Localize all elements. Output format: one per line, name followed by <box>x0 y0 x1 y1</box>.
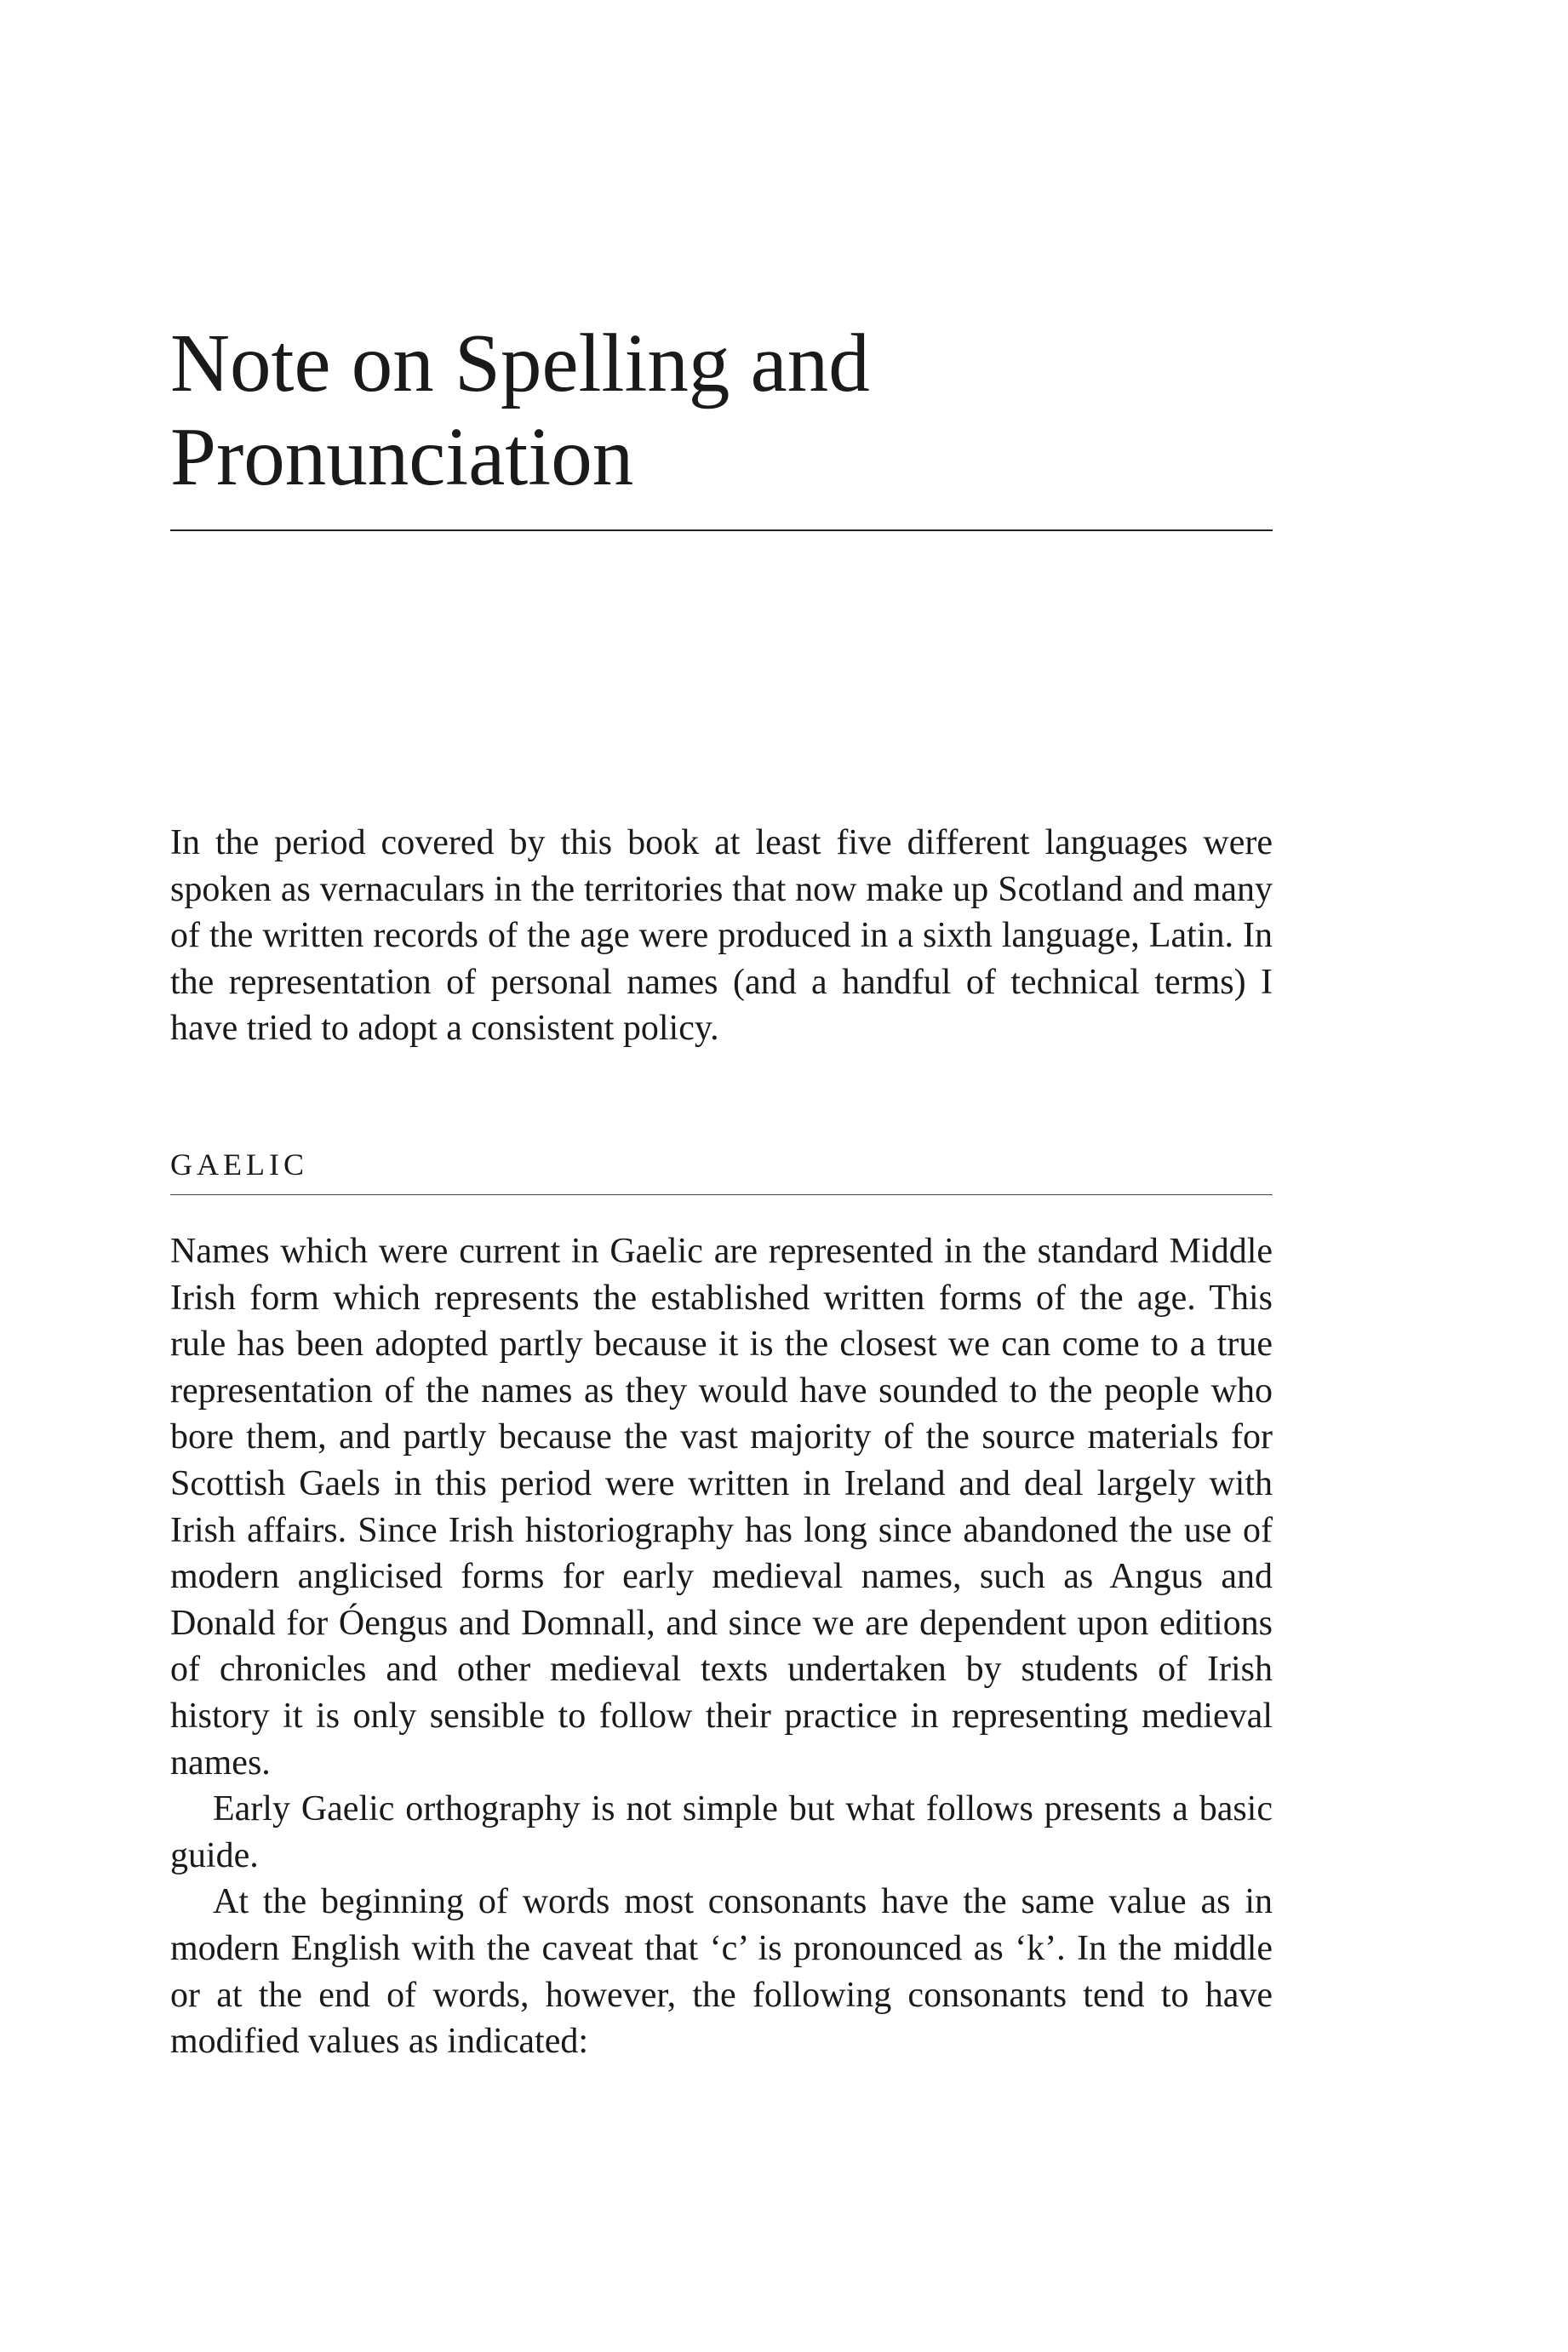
title-divider <box>170 529 1273 531</box>
gaelic-paragraph-1: Names which were current in Gaelic are represented in the standard Middle Irish form which represents the established written forms of the age. This rule has been adopted partly because it is the closest we can come to a true representation of the names as they would have sounded to the people who bore them, and partly because the vast majority of the source materials for Scottish Gaels in this period were written in Ireland and deal largely with Irish affairs. Since Irish historiography has long since abandoned the use of modern anglicised forms for early medieval names, such as Angus and Donald for Óengus and Domnall, and since we are dependent upon editions of chronicles and other medieval texts undertaken by students of Irish history it is only sensible to follow their practice in representing medieval names. <box>170 1232 1273 1783</box>
intro-paragraph: In the period covered by this book at least five different languages were spoken as vernaculars in the territories that now make up Scotland and many of the written records of the age were produced in a sixth language, Latin. In the representation of personal names (and a handful of technical terms) I have tried to adopt a consistent policy. <box>170 823 1273 1049</box>
gaelic-paragraph-2: Early Gaelic orthography is not simple but what follows presents a basic guide. <box>170 1789 1273 1875</box>
chapter-title: Note on Spelling and Pronunciation <box>170 318 870 502</box>
gaelic-paragraph-3: At the beginning of words most consonants have the same value as in modern English with the caveat that ‘c’ is pronounced as ‘k’. In the middle or at the end of words, however, the following consonants tend to have modified values as indicated: <box>170 1882 1273 2062</box>
gaelic-section-body <box>170 1228 1273 2065</box>
section-heading-gaelic: GAELIC <box>170 1147 308 1182</box>
section-divider <box>170 1194 1273 1195</box>
